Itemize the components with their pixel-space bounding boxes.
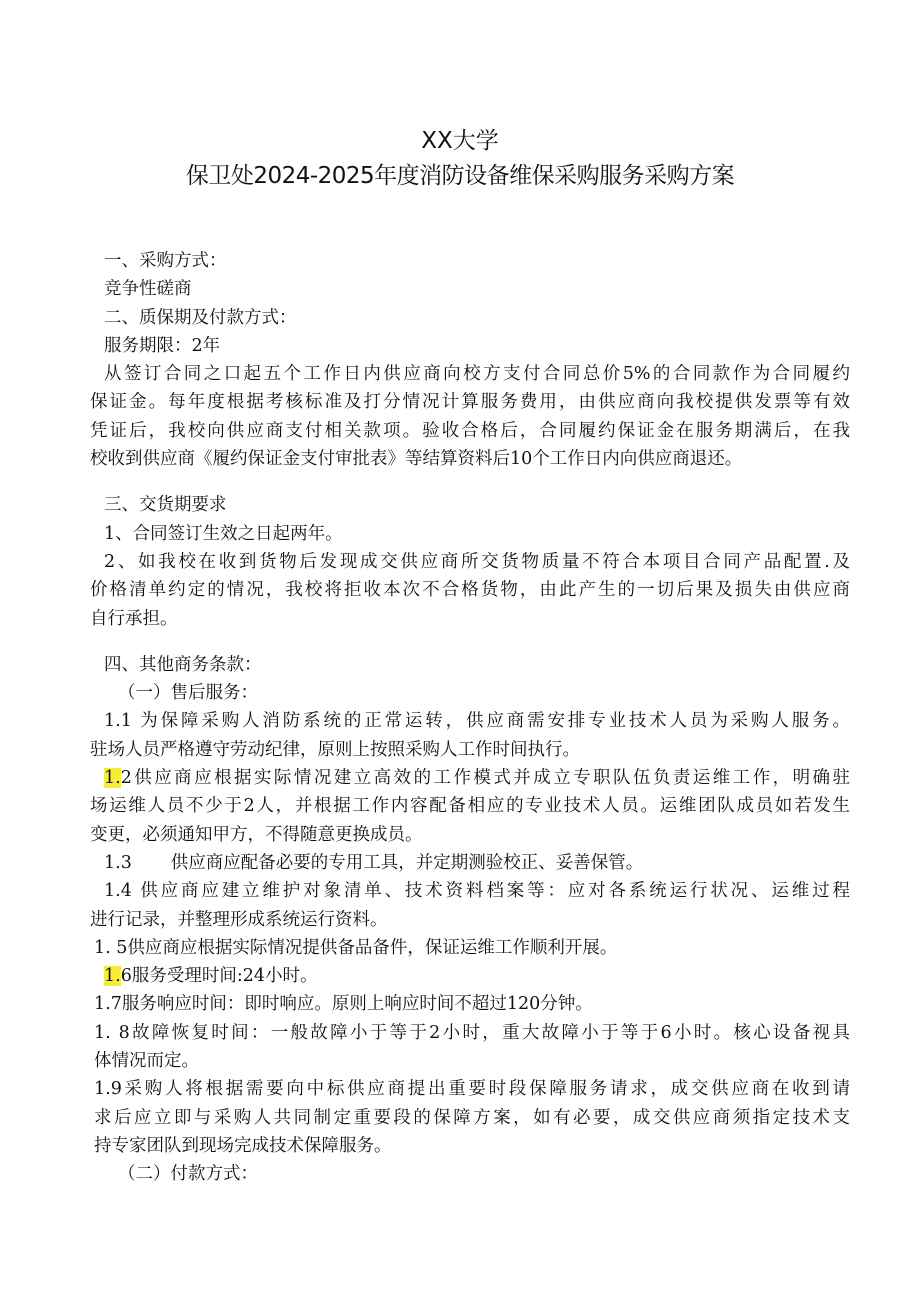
spacer — [90, 633, 850, 651]
spacer — [90, 473, 850, 491]
section-3-item-2-line: 价格清单约定的情况，我校将拒收本次不合格货物，由此产生的一切后果及损失由供应商 — [90, 580, 850, 601]
section-2-paragraph-line: 校收到供应商《履约保证金支付审批表》等结算资料后10个工作日内向供应商退还。 — [90, 449, 743, 470]
section-2-paragraph-line: 保证金。每年度根据考核标准及打分情况计算服务费用，由供应商向我校提供发票等有效 — [90, 392, 850, 413]
section-3-item-2-line: 自行承担。 — [90, 608, 178, 629]
item-1-9-line: 1.9采购人将根据需要向中标供应商提出重要时段保障服务请求，成交供应商在收到请 — [94, 1079, 850, 1100]
section-2-paragraph-line: 凭证后，我校向供应商支付相关款项。验收合格后，合同履约保证金在服务期满后，在我 — [90, 420, 850, 441]
section-3-item-1: 1、合同签订生效之日起两年。 — [104, 523, 343, 544]
item-1-9-line: 求后应立即与采购人共同制定重要段的保障方案，如有必要，成交供应商须指定技术支 — [94, 1107, 850, 1128]
item-1-2-line — [90, 764, 850, 792]
section-3-heading: 三、交货期要求 — [104, 495, 227, 516]
item-1-5: 1. 5供应商应根据实际情况提供备品备件，保证运维工作顺利开展。 — [94, 937, 618, 958]
item-1-8-line: 1. 8故障恢复时间：一般故障小于等于2小时，重大故障小于等于6小时。核心设备视具 — [94, 1022, 850, 1043]
item-1-1-line: 1.1 为保障采购人消防系统的正常运转，供应商需安排专业技术人员为采购人服务。 — [104, 711, 850, 732]
item-1-4-line: 1.4 供应商应建立维护对象清单、技术资料档案等：应对各系统运行状况、运维过程 — [104, 881, 850, 902]
item-1-9-line: 持专家团队到现场完成技术保障服务。 — [94, 1135, 392, 1156]
section-2-term: 服务期限：2年 — [104, 335, 221, 356]
item-1-2-text: 2供应商应根据实际情况建立高效的工作模式并成立专职队伍负责运维工作，明确驻 — [120, 768, 850, 789]
item-1-6-text: 6服务受理时间:24小时。 — [120, 966, 318, 987]
item-1-1-line: 驻场人员严格遵守劳动纪律，原则上按照采购人工作时间执行。 — [90, 739, 580, 760]
section-2-paragraph-line: 从签订合同之口起五个工作日内供应商向校方支付合同总价5%的合同款作为合同履约 — [104, 364, 850, 385]
section-4-subheading-after-sales: （一）售后服务： — [118, 683, 258, 704]
item-1-4-line: 进行记录，并整理形成系统运行资料。 — [90, 909, 388, 930]
section-3-item-2-line: 2、如我校在收到货物后发现成交供应商所交货物质量不符合本项目合同产品配置.及 — [104, 551, 850, 572]
section-2-heading: 二、质保期及付款方式： — [104, 307, 297, 328]
item-1-2-number-highlight: 1. — [104, 768, 121, 789]
document-body — [90, 247, 850, 1189]
item-1-6 — [90, 962, 850, 990]
item-1-2-line: 场运维人员不少于2人，并根据工作内容配备相应的专业技术人员。运维团队成员如若发生 — [90, 796, 850, 817]
item-1-3: 1.3 供应商应配备必要的专用工具，并定期测验校正、妥善保管。 — [104, 852, 644, 873]
section-1-heading: 一、采购方式： — [104, 251, 227, 271]
item-1-2-line: 变更，必须通知甲方，不得随意更换成员。 — [90, 824, 423, 845]
section-4-heading: 四、其他商务条款： — [104, 654, 262, 675]
section-4-subheading-payment: （二）付款方式： — [118, 1164, 258, 1185]
section-1-value: 竞争性磋商 — [104, 279, 192, 300]
document-title-main: 保卫处2024-2025年度消防设备维保采购服务采购方案 — [185, 163, 735, 189]
item-1-8-line: 体情况而定。 — [94, 1051, 199, 1072]
item-1-7: 1.7服务响应时间：即时响应。原则上响应时间不超过120分钟。 — [94, 994, 593, 1015]
document-title-university: XX大学 — [421, 128, 499, 154]
item-1-6-number-highlight: 1. — [104, 966, 121, 987]
